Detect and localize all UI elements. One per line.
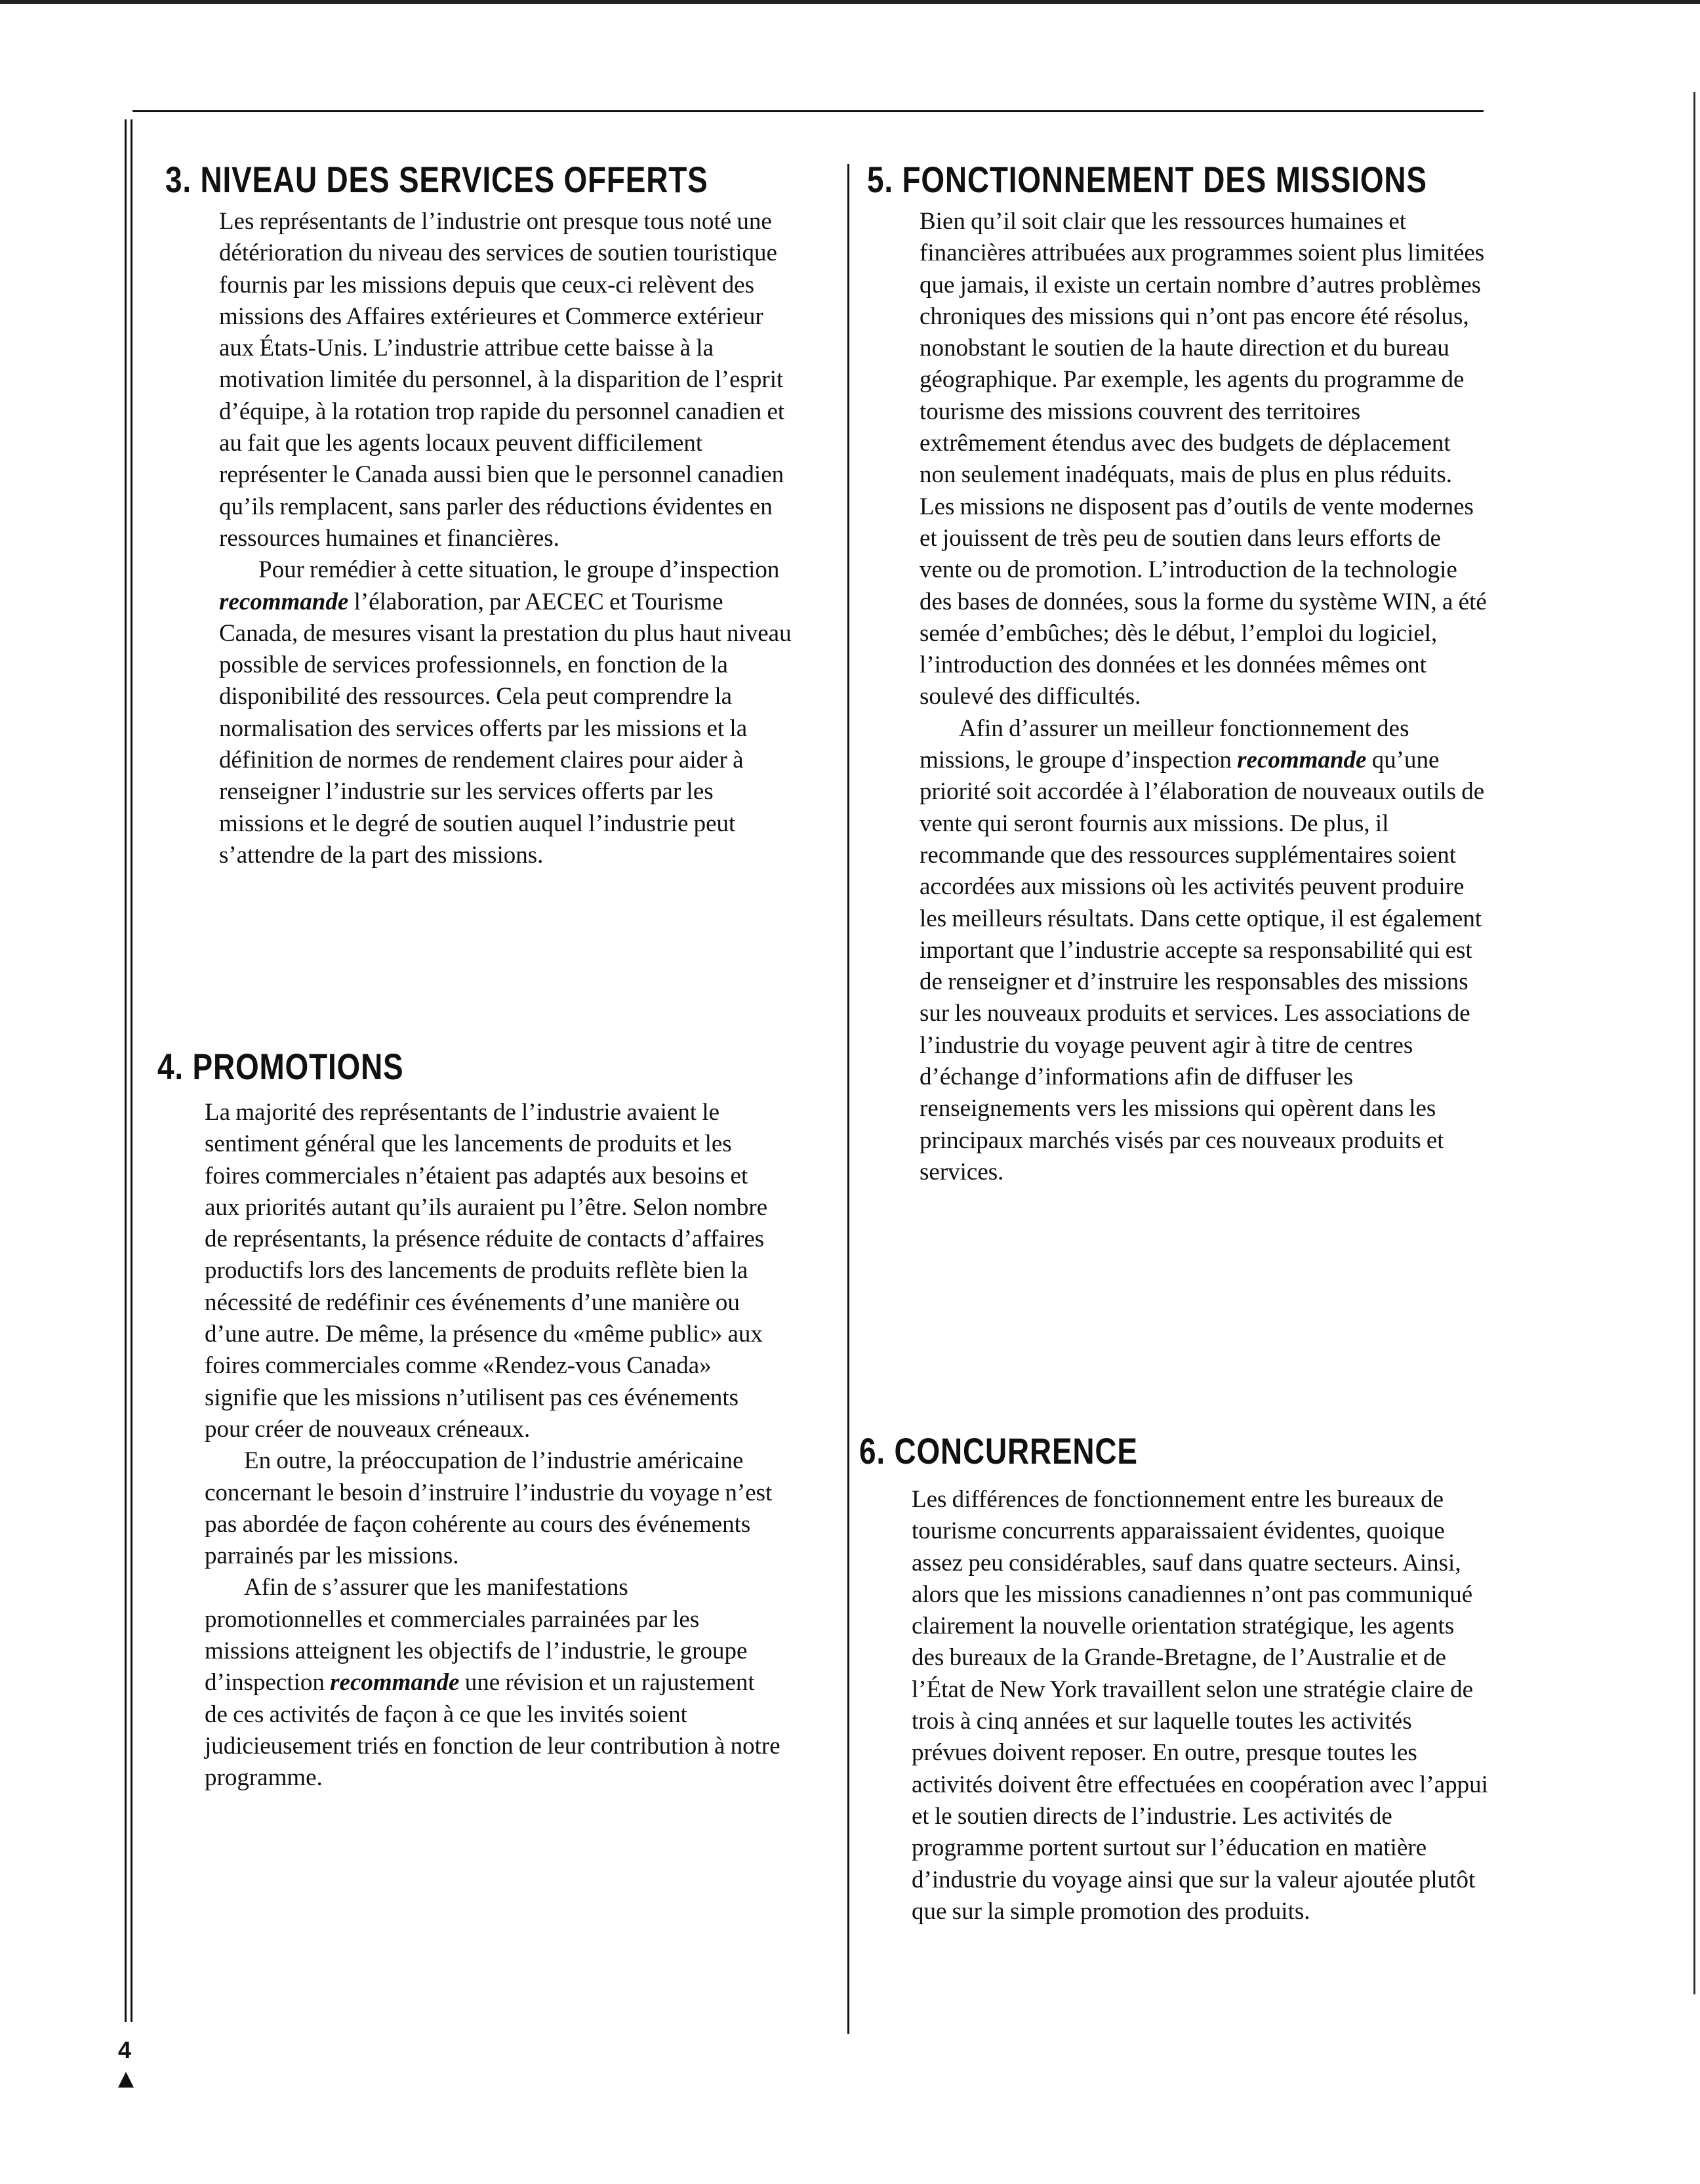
section-5-paragraph-1: Bien qu’il soit clair que les ressources humaines et financières attribuées aux programmes soient plus limitées que jamais, il existe un certain nombre d’autres problèmes chroniques des missions qui n’ont pas encore été résolus, nonobstant le soutien de la haute direction et du bureau géographique. Par exemple, les agents du programme de tourisme des missions couvrent des territoires extrêmement étendus avec des budgets de déplacement non seulement inadéquats, mais de plus en plus réduits. Les missions ne disposent pas d’outils de vente modernes et jouissent de très peu de soutien dans leurs efforts de vente ou de promotion. L’introduction de la technologie des bases de données, sous la forme du système WIN, a été semée d’embûches; dès le début, l’emploi du logiciel, l’introduction des données et les données mêmes ont soulevé des difficultés.	[920, 208, 1487, 711]
section-3-body	[219, 206, 796, 871]
section-4-paragraph-3: Afin de s’assurer que les manifestations promotionnelles et commerciales parrainées par les missions atteignent les objectifs de l’industrie, le groupe d’inspection recommande une révision et un rajustement de ces activités de façon à ce que les invités soient judicieusement triés en fonction de leur contribution à notre programme.	[205, 1574, 780, 1792]
section-4-body	[205, 1097, 782, 1794]
recommande-emphasis: recommande	[219, 588, 349, 615]
section-5-heading: 5. FONCTIONNEMENT DES MISSIONS	[867, 159, 1427, 200]
recommande-emphasis: recommande	[1237, 747, 1367, 774]
section-3-paragraph-2: Pour remédier à cette situation, le groupe d’inspection recommande l’élaboration, par AECEC et Tourisme Canada, de mesures visant la prestation du plus haut niveau possible de services professionnels, en fonction de la disponibilité des ressources. Cela peut comprendre la normalisation des services offerts par les missions et la définition de normes de rendement claires pour aider à renseigner l’industrie sur les services offerts par les missions et le degré de soutien auquel l’industrie peut s’attendre de la part des missions.	[219, 556, 792, 869]
page-number: 4	[118, 2036, 132, 2063]
section-5-body	[920, 206, 1490, 1188]
left-double-rule	[125, 119, 132, 2022]
section-6-body	[912, 1484, 1489, 1927]
section-4-paragraph-2: En outre, la préoccupation de l’industrie américaine concernant le besoin d’instruire l’industrie du voyage n’est pas abordée de façon cohérente au cours des événements parrainés par les missions.	[205, 1447, 773, 1570]
section-6-heading: 6. CONCURRENCE	[859, 1430, 1138, 1472]
section-4-heading: 4. PROMOTIONS	[157, 1046, 404, 1087]
section-5-paragraph-2: Afin d’assurer un meilleur fonctionnement des missions, le groupe d’inspection recommande qu’une priorité soit accordée à l’élaboration de nouveaux outils de vente qui seront fournis aux missions. De plus, il recommande que des ressources supplémentaires soient accordées aux missions où les activités peuvent produire les meilleurs résultats. Dans cette optique, il est également important que l’industrie accepte sa responsabilité qui est de renseigner et d’instruire les responsables des missions sur les nouveaux produits et services. Les associations de l’industrie du voyage peuvent agir à titre de centres d’échange d’informations afin de diffuser les renseignements vers les missions qui opèrent dans les principaux marchés visés par ces nouveaux produits et services.	[920, 714, 1485, 1185]
column-divider	[847, 164, 849, 2034]
section-4-paragraph-1: La majorité des représentants de l’industrie avaient le sentiment général que les lancements de produits et les foires commerciales n’étaient pas adaptés aux besoins et aux priorités autant qu’ils auraient pu l’être. Selon nombre de représentants, la présence réduite de contacts d’affaires productifs lors des lancements de produits reflète bien la nécessité de redéfinir ces événements d’une manière ou d’une autre. De même, la présence du «même public» aux foires commerciales comme «Rendez-vous Canada» signifie que les missions n’utilisent pas ces événements pour créer de nouveaux créneaux.	[205, 1099, 768, 1443]
section-3	[165, 154, 821, 206]
section-4	[157, 1040, 813, 1093]
section-5	[867, 154, 1589, 206]
section-6-paragraph-1: Les différences de fonctionnement entre les bureaux de tourisme concurrents apparaissaient évidentes, quoique assez peu considérables, sauf dans quatre secteurs. Ainsi, alors que les missions canadiennes n’ont pas communiqué clairement la nouvelle orientation stratégique, les agents des bureaux de la Grande-Bretagne, de l’Australie et de l’État de New York travaillent selon une stratégie claire de trois à cinq années et sur laquelle toutes les activités prévues doivent reposer. En outre, presque toutes les activités doivent être effectuées en coopération avec l’appui et le soutien directs de l’industrie. Les activités de programme portent surtout sur l’éducation en matière d’industrie du voyage ainsi que sur la valeur ajoutée plutôt que sur la simple promotion des produits.	[912, 1486, 1488, 1925]
triangle-icon	[117, 2071, 135, 2089]
section-3-paragraph-1: Les représentants de l’industrie ont presque tous noté une détérioration du niveau des services de soutien touristique fournis par les missions depuis que ceux-ci relèvent des missions des Affaires extérieures et Commerce extérieur aux États-Unis. L’industrie attribue cette baisse à la motivation limitée du personnel, à la disparition de l’esprit d’équipe, à la rotation trop rapide du personnel canadien et au fait que les agents locaux peuvent difficilement représenter le Canada aussi bien que le personnel canadien qu’ils remplacent, sans parler des réductions évidentes en ressources humaines et financières.	[219, 208, 785, 552]
top-rule	[132, 110, 1484, 112]
scan-top-edge	[0, 0, 1700, 4]
right-edge-rule	[1693, 92, 1695, 1994]
section-6	[859, 1425, 1515, 1477]
section-3-heading: 3. NIVEAU DES SERVICES OFFERTS	[165, 159, 708, 200]
recommande-emphasis: recommande	[330, 1669, 460, 1697]
